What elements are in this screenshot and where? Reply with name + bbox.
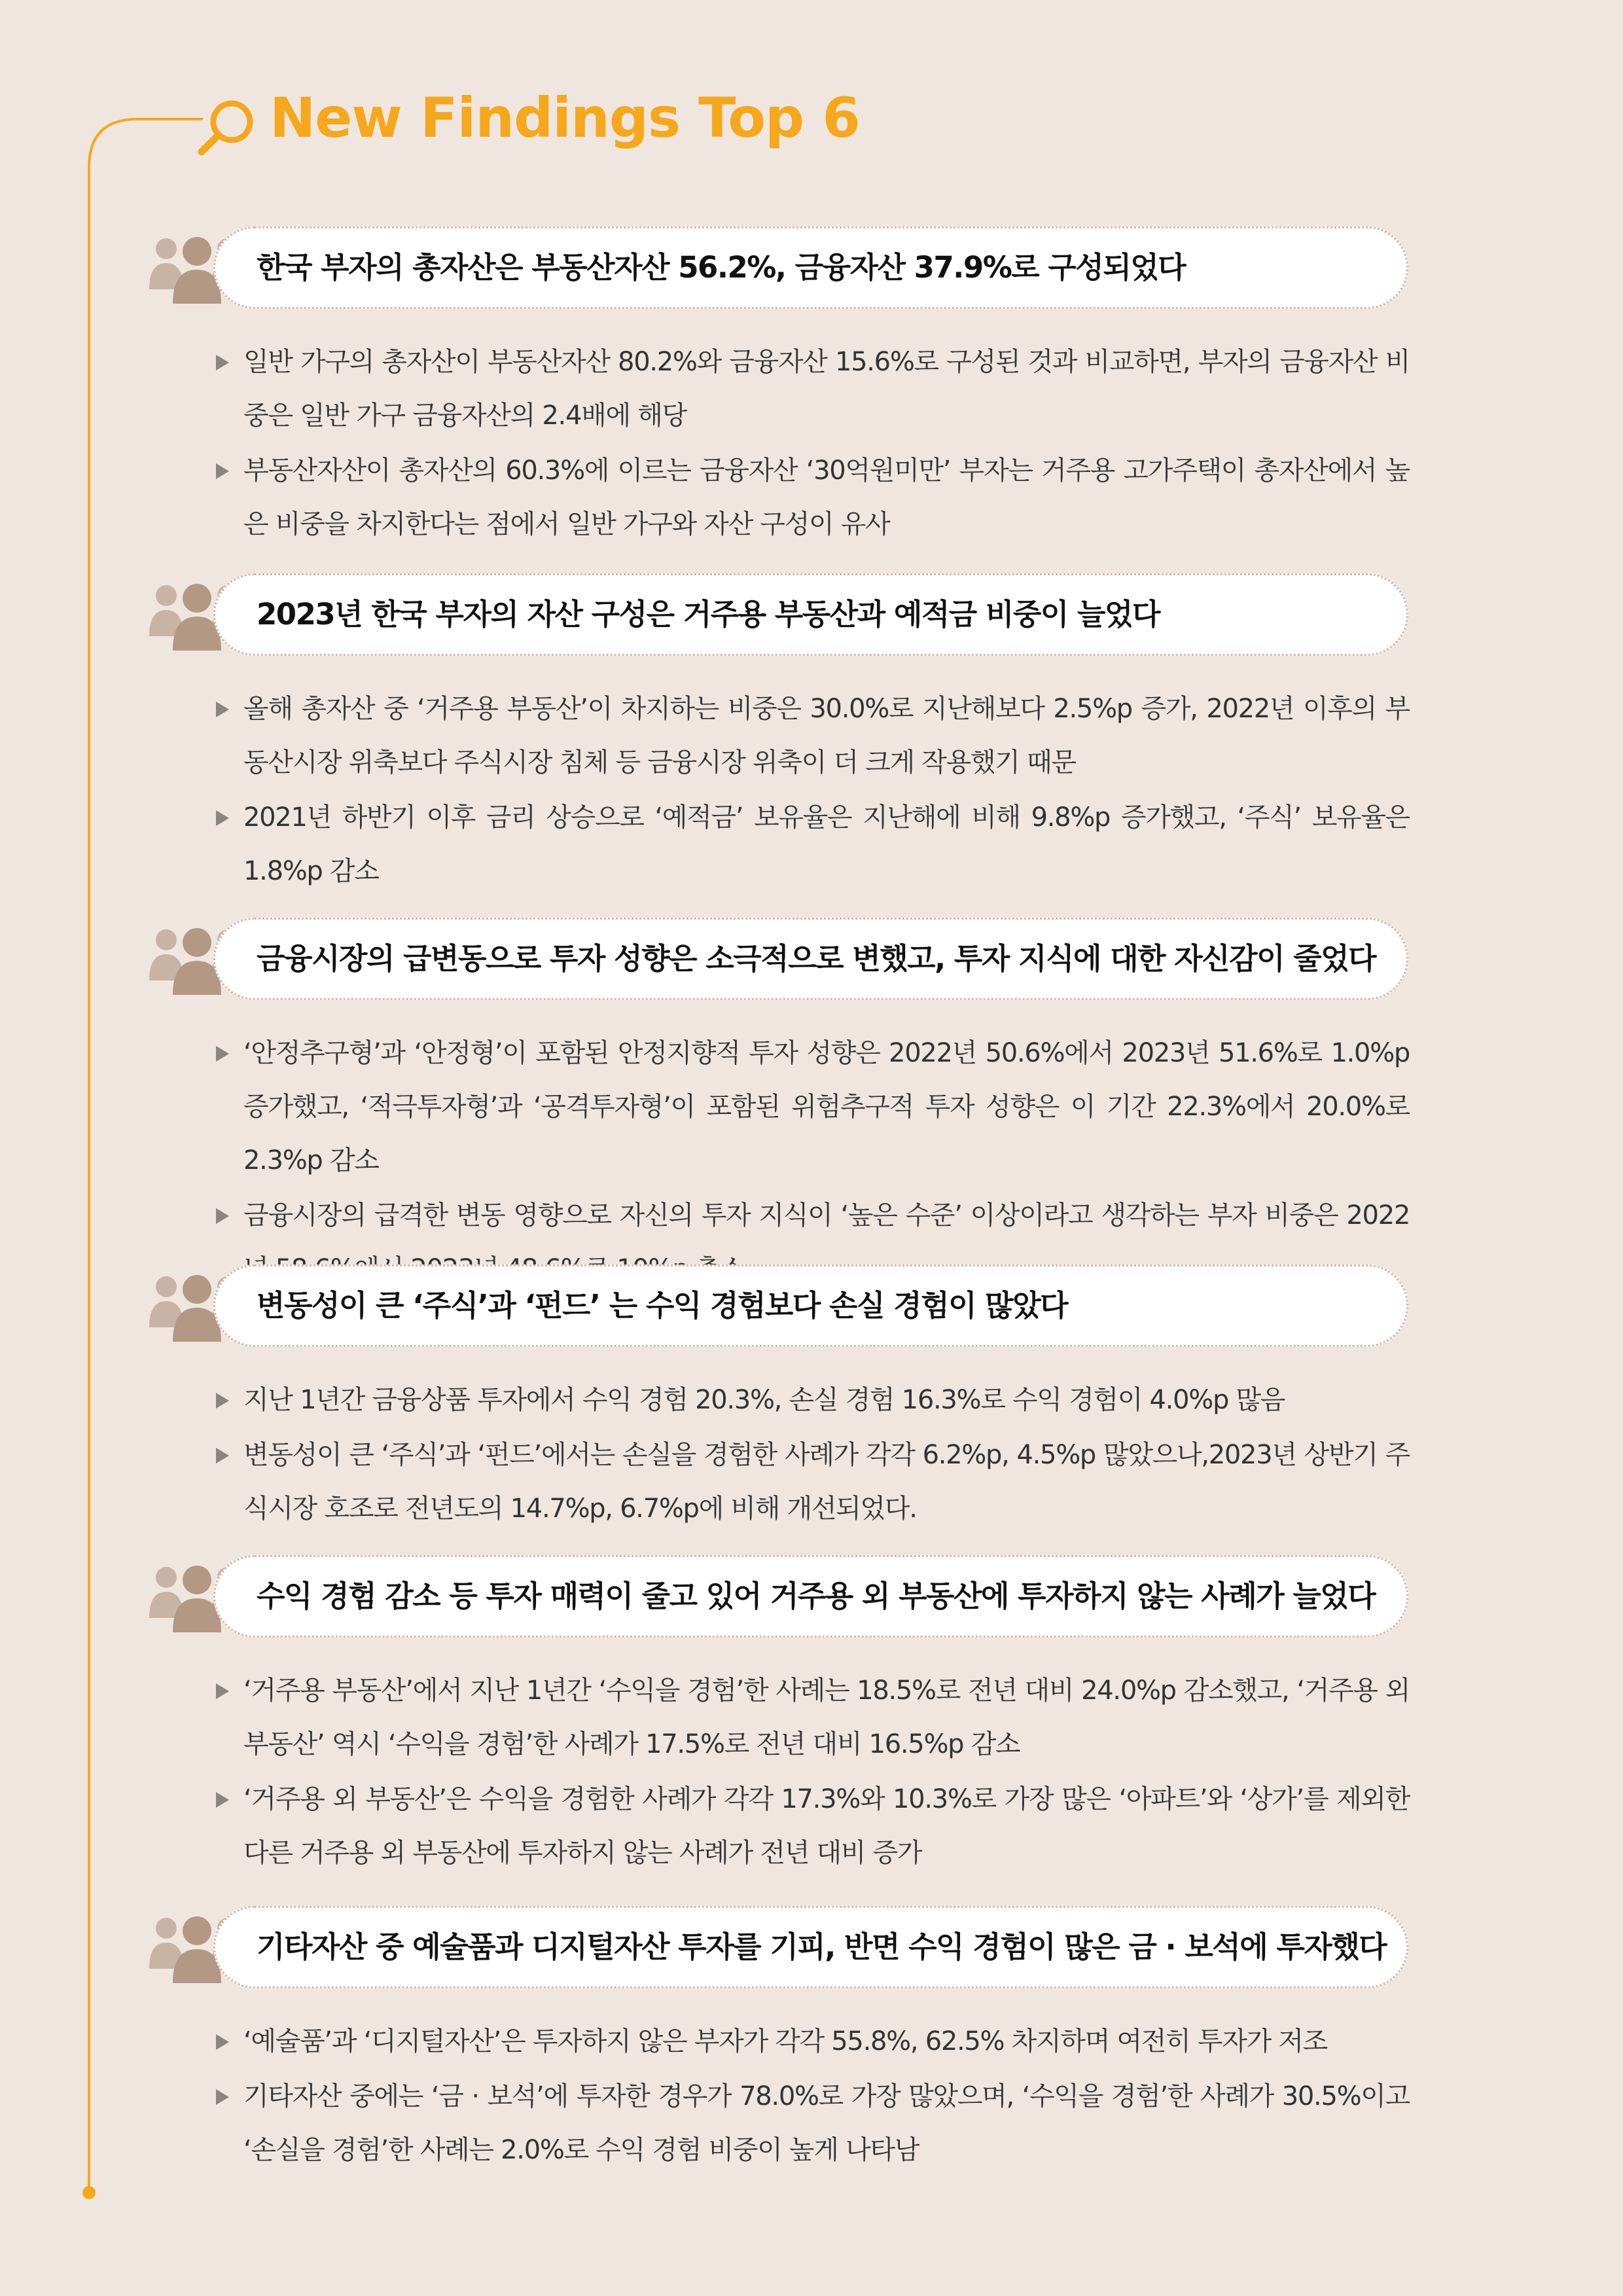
bullet-text: 지난 1년간 금융상품 투자에서 수익 경험 20.3%, 손실 경험 16.3%로 수익 경험이 4.0%p 많음: [243, 1385, 1285, 1415]
finding-title: 2023년 한국 부자의 자산 구성은 거주용 부동산과 예적금 비중이 늘었다: [257, 597, 1160, 632]
bullet-item: [216, 1428, 1410, 1535]
bullet-list: [216, 1373, 1410, 1537]
bullet-text: 부동산자산이 총자산의 60.3%에 이르는 금융자산 ‘30억원미만’ 부자는 거주용 고가주택이 총자산에서 높은 비중을 차지한다는 점에서 일반 가구와 자산 구성이 유사: [243, 456, 1410, 539]
bullet-text: ‘예술품’과 ‘디지털자산’은 투자하지 않은 부자가 각각 55.8%, 62.5% 차지하며 여전히 투자가 저조: [243, 2026, 1327, 2056]
triangle-bullet-icon: [216, 810, 229, 826]
finding-title: 금융시장의 급변동으로 투자 성향은 소극적으로 변했고, 투자 지식에 대한 자신감이 줄었다: [257, 941, 1376, 976]
bullet-list: [216, 335, 1410, 552]
finding-title: 기타자산 중 예술품과 디지털자산 투자를 기피, 반면 수익 경험이 많은 금 · 보석에 투자했다: [257, 1929, 1387, 1964]
bullet-item: [216, 1664, 1410, 1771]
bullet-item: [216, 682, 1410, 789]
bullet-text: ‘거주용 외 부동산’은 수익을 경험한 사례가 각각 17.3%와 10.3%로 가장 많은 ‘아파트’와 ‘상가’를 제외한 다른 거주용 외 부동산에 투자하지 않는 사례가 전년 대비 증가: [243, 1784, 1410, 1868]
bullet-item: [216, 2070, 1410, 2177]
bullet-item: [216, 444, 1410, 551]
bullet-text: 일반 가구의 총자산이 부동산자산 80.2%와 금융자산 15.6%로 구성된 것과 비교하면, 부자의 금융자산 비중은 일반 가구 금융자산의 2.4배에 해당: [243, 347, 1410, 431]
bullet-text: 금융시장의 급격한 변동 영향으로 자신의 투자 지식이 ‘높은 수준’ 이상이라고 생각하는 부자 비중은 2022: [243, 1200, 1410, 1230]
triangle-bullet-icon: [216, 2034, 229, 2050]
triangle-bullet-icon: [216, 2089, 229, 2105]
bullet-list: [216, 1026, 1410, 1297]
finding-title: 한국 부자의 총자산은 부동산자산 56.2%, 금융자산 37.9%로 구성되었다: [257, 250, 1186, 285]
triangle-bullet-icon: [216, 463, 229, 479]
triangle-bullet-icon: [216, 1683, 229, 1699]
magnifier-icon: [194, 96, 259, 161]
bullet-item: [216, 2015, 1410, 2068]
bullet-text: 기타자산 중에는 ‘금 · 보석’에 투자한 경우가 78.0%로 가장 많았으며, ‘수익을 경험’한 사례가 30.5%이고 ‘손실을 경험’한 사례는 2.0%로 수익 경험 비중이 높게 나타남: [243, 2081, 1410, 2165]
triangle-bullet-icon: [216, 702, 229, 717]
bullet-item: [216, 1772, 1410, 1880]
bullet-text: ‘안정추구형’과 ‘안정형’이 포함된 안정지향적 투자 성향은 2022년 50.6%에서 2023년 51.6%로 1.0%p 증가했고, ‘적극투자형’과 ‘공격투자형’이 포함된 위험추구적 투자 성향은 이 기간 22.3%에서 20.0%로 2.3%p 감소: [243, 1038, 1410, 1175]
bullet-text: 2021년 하반기 이후 금리 상승으로 ‘예적금’ 보유율은 지난해에 비해 9.8%p 증가했고, ‘주식’ 보유율은 1.8%p 감소: [243, 802, 1410, 886]
bullet-list: [216, 682, 1410, 899]
page-title: New Findings Top 6: [270, 86, 860, 150]
triangle-bullet-icon: [216, 1448, 229, 1463]
bullet-list: [216, 1664, 1410, 1881]
triangle-bullet-icon: [216, 1046, 229, 1062]
triangle-bullet-icon: [216, 1393, 229, 1408]
triangle-bullet-icon: [216, 1208, 229, 1224]
bullet-item: [216, 1026, 1410, 1187]
bullet-item: [216, 791, 1410, 898]
finding-title: 변동성이 큰 ‘주식’과 ‘펀드’ 는 수익 경험보다 손실 경험이 많았다: [257, 1288, 1068, 1323]
triangle-bullet-icon: [216, 1792, 229, 1808]
bullet-item: [216, 335, 1410, 442]
bullet-list: [216, 2015, 1410, 2178]
bullet-text: ‘거주용 부동산’에서 지난 1년간 ‘수익을 경험’한 사례는 18.5%로 전년 대비 24.0%p 감소했고, ‘거주용 외 부동산’ 역시 ‘수익을 경험’한 사례가 17.5%로 전년 대비 16.5%p 감소: [243, 1676, 1410, 1759]
bullet-text: 변동성이 큰 ‘주식’과 ‘펀드’에서는 손실을 경험한 사례가 각각 6.2%p, 4.5%p 많았으나,2023년 상반기 주식시장 호조로 전년도의 14.7%p, 6.7%p에 비해 개선되었다.: [243, 1440, 1410, 1524]
bullet-item: [216, 1373, 1410, 1427]
bullet-text: 올해 총자산 중 ‘거주용 부동산’이 차지하는 비중은 30.0%로 지난해보다 2.5%p 증가, 2022년 이후의 부동산시장 위축보다 주식시장 침체 등 금융시장 위축이 더 크게 작용했기 때문: [243, 694, 1410, 778]
triangle-bullet-icon: [216, 355, 229, 370]
finding-title: 수익 경험 감소 등 투자 매력이 줄고 있어 거주용 외 부동산에 투자하지 않는 사례가 늘었다: [257, 1579, 1376, 1613]
